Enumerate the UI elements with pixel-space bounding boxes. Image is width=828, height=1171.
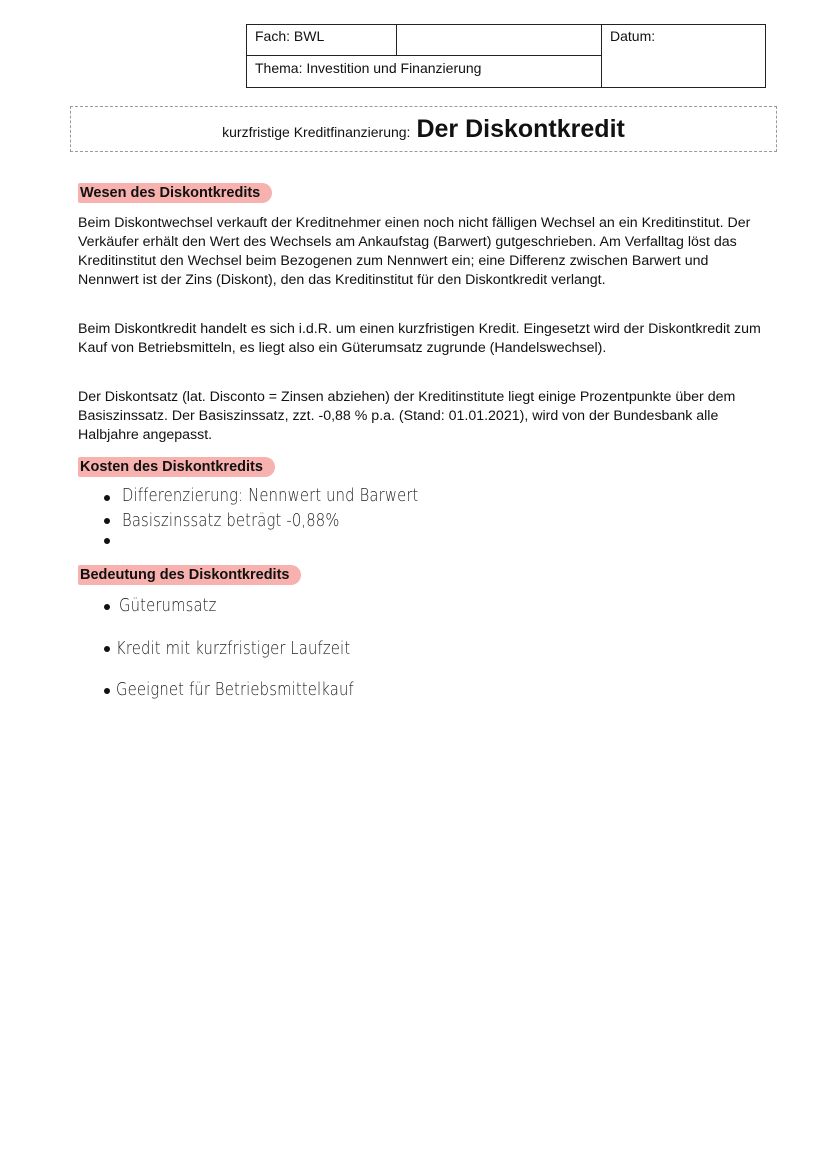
heading-bedeutung: Bedeutung des Diskontkredits — [78, 565, 301, 585]
paragraph-wesen-2: Beim Diskontkredit handelt es sich i.d.R. um einen kurzfristigen Kredit. Eingesetzt wird der Diskontkredit zum Kauf von Betriebsmitteln, es liegt also ein Güterumsatz zugrunde (Handelswechsel). — [78, 321, 761, 356]
list-item: Güterumsatz — [119, 595, 217, 616]
bullet — [104, 538, 110, 544]
topic-field: Thema: Investition und Finanzierung — [247, 56, 602, 87]
title-box — [70, 106, 777, 152]
title-prefix: kurzfristige Kreditfinanzierung: — [222, 124, 411, 140]
list-item: Differenzierung: Nennwert und Barwert — [122, 485, 419, 506]
bullet — [104, 495, 110, 501]
date-field: Datum: — [610, 28, 656, 44]
subject-field: Fach: BWL — [247, 25, 397, 56]
list-item: Kredit mit kurzfristiger Laufzeit — [116, 638, 351, 659]
page-title: Der Diskontkredit — [416, 114, 625, 143]
list-item: Basiszinssatz beträgt -0,88% — [122, 510, 340, 531]
bullet — [104, 604, 110, 610]
list-item: Geeignet für Betriebsmittelkauf — [116, 679, 354, 700]
header-table — [246, 24, 766, 88]
bullet — [104, 688, 110, 694]
blank-field — [397, 25, 602, 56]
bullet — [104, 646, 110, 652]
bullet — [104, 518, 110, 524]
paragraph-wesen-1: Beim Diskontwechsel verkauft der Kreditnehmer einen noch nicht fälligen Wechsel an ein Kreditinstitut. Der Verkäufer erhält den Wert des Wechsels am Ankaufstag (Barwert) gutgeschrieben. Am Verfalltag löst das Kreditinstitut den Wechsel beim Bezogenen zum Nennwert ein; eine Differenz zwischen Barwert und Nennwert ist der Zins (Diskont), den das Kreditinstitut für den Diskontkredit verlangt. — [78, 215, 751, 288]
heading-wesen: Wesen des Diskontkredits — [78, 183, 272, 203]
heading-kosten: Kosten des Diskontkredits — [78, 457, 275, 477]
paragraph-wesen-3: Der Diskontsatz (lat. Disconto = Zinsen abziehen) der Kreditinstitute liegt einige Prozentpunkte über dem Basiszinssatz. Der Basiszinssatz, zzt. -0,88 % p.a. (Stand: 01.01.2021), wird von der Bundesbank alle Halbjahre angepasst. — [78, 389, 736, 443]
